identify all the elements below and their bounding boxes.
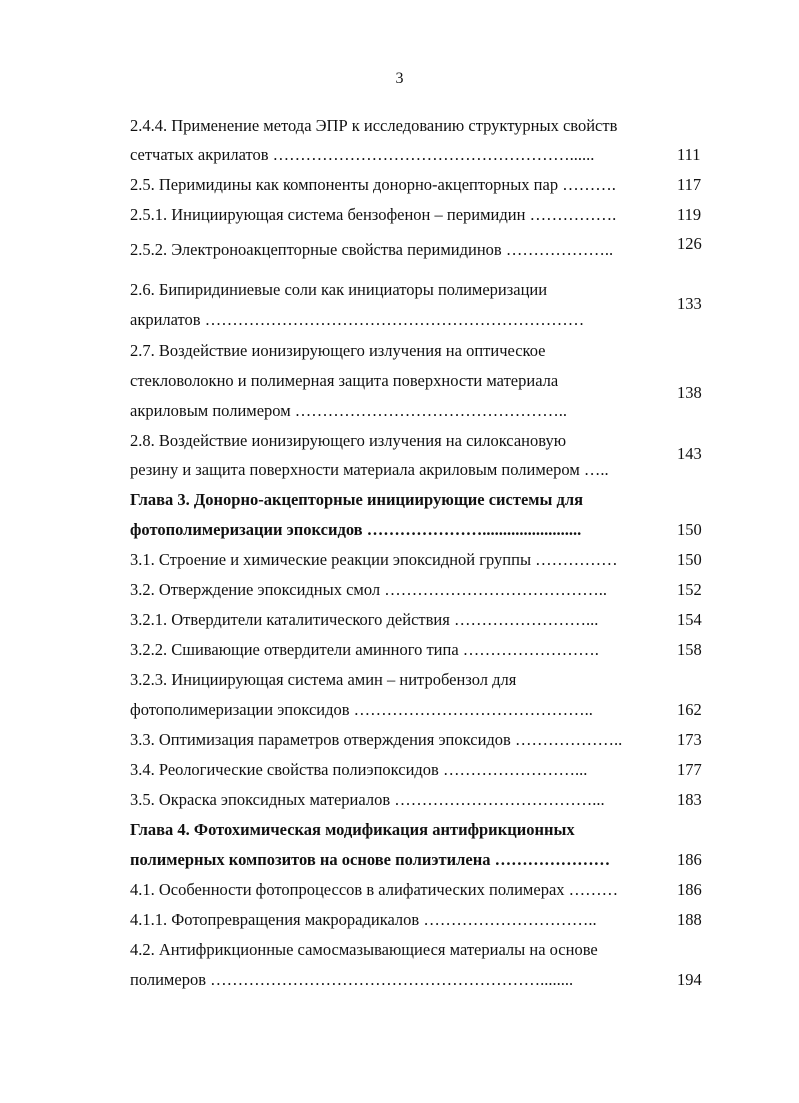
toc-line: 3.4. Реологические свойства полиэпоксидов ……………………... (130, 760, 588, 779)
toc-page-number: 154 (677, 610, 702, 629)
toc-line: 3.3. Оптимизация параметров отверждения эпоксидов ……………….. (130, 730, 623, 749)
toc-line: 2.6. Бипиридиниевые соли как инициаторы полимеризации (130, 280, 548, 299)
toc-page-number: 162 (677, 700, 702, 719)
toc-line: 4.1. Особенности фотопроцессов в алифатических полимерах ……… (130, 880, 619, 899)
toc-page-number: 186 (677, 850, 702, 869)
toc-line: 3.2.1. Отвердители каталитического действия ……………………... (130, 610, 599, 629)
toc-line: 2.5. Перимидины как компоненты донорно-акцепторных пар ………. (130, 175, 616, 194)
toc-line: 2.5.2. Электроноакцепторные свойства перимидинов ……………….. (130, 240, 614, 259)
toc-page-number: 183 (677, 790, 702, 809)
toc-page-number: 158 (677, 640, 702, 659)
toc-page-number: 152 (677, 580, 702, 599)
toc-line: 3.5. Окраска эпоксидных материалов ………………………………... (130, 790, 605, 809)
toc-chapter-line: фотополимеризации эпоксидов …………………........................ (130, 520, 582, 539)
toc-page-number: 150 (677, 520, 702, 539)
toc-line: 3.2.2. Сшивающие отвердители аминного типа ……………………. (130, 640, 599, 659)
toc-chapter-line: Глава 4. Фотохимическая модификация антифрикционных (130, 820, 575, 839)
toc-line: 2.4.4. Применение метода ЭПР к исследованию структурных свойств (130, 116, 618, 135)
toc-line: 3.2.3. Инициирующая система амин – нитробензол для (130, 670, 517, 689)
toc-line: 3.1. Строение и химические реакции эпоксидной группы …………… (130, 550, 618, 569)
toc-page-number: 177 (677, 760, 702, 779)
toc-line: стекловолокно и полимерная защита поверхности материала (130, 371, 559, 390)
toc-line: акриловым полимером ………………………………………….. (130, 401, 568, 420)
toc-page-number: 186 (677, 880, 702, 899)
toc-page-number: 117 (677, 175, 702, 194)
toc-page-number: 111 (677, 145, 701, 164)
toc-page-number: 126 (677, 234, 702, 253)
toc-page-number: 138 (677, 383, 702, 402)
page-number: 3 (395, 70, 404, 87)
toc-line: 3.2. Отверждение эпоксидных смол ………………………………….. (130, 580, 608, 599)
toc-line: 2.7. Воздействие ионизирующего излучения на оптическое (130, 341, 546, 360)
toc-page-number: 119 (677, 205, 702, 224)
toc-line: 2.8. Воздействие ионизирующего излучения на силоксановую (130, 431, 567, 450)
toc-line: 4.1.1. Фотопревращения макрорадикалов ………………………….. (130, 910, 597, 929)
toc-line: фотополимеризации эпоксидов …………………………………….. (130, 700, 593, 719)
toc-line: 4.2. Антифрикционные самосмазывающиеся материалы на основе (130, 940, 598, 959)
toc-chapter-line: Глава 3. Донорно-акцепторные инициирующие системы для (130, 490, 584, 509)
toc-line: полимеров ……………………………………………………........ (130, 970, 574, 989)
toc-line: сетчатых акрилатов ………………………………………………...... (130, 145, 595, 164)
toc-page-number: 143 (677, 444, 702, 463)
toc-page-number: 194 (677, 970, 702, 989)
toc-line: резину и защита поверхности материала акриловым полимером ….. (130, 460, 609, 479)
toc-page-number: 173 (677, 730, 702, 749)
toc-page-number: 150 (677, 550, 702, 569)
toc-line: 2.5.1. Инициирующая система бензофенон – перимидин ……………. (130, 205, 617, 224)
toc-line: акрилатов …………………………………………………………… (130, 310, 585, 329)
toc-page-number: 133 (677, 294, 702, 313)
toc-chapter-line: полимерных композитов на основе полиэтилена ………………… (130, 850, 611, 869)
toc-page-number: 188 (677, 910, 702, 929)
